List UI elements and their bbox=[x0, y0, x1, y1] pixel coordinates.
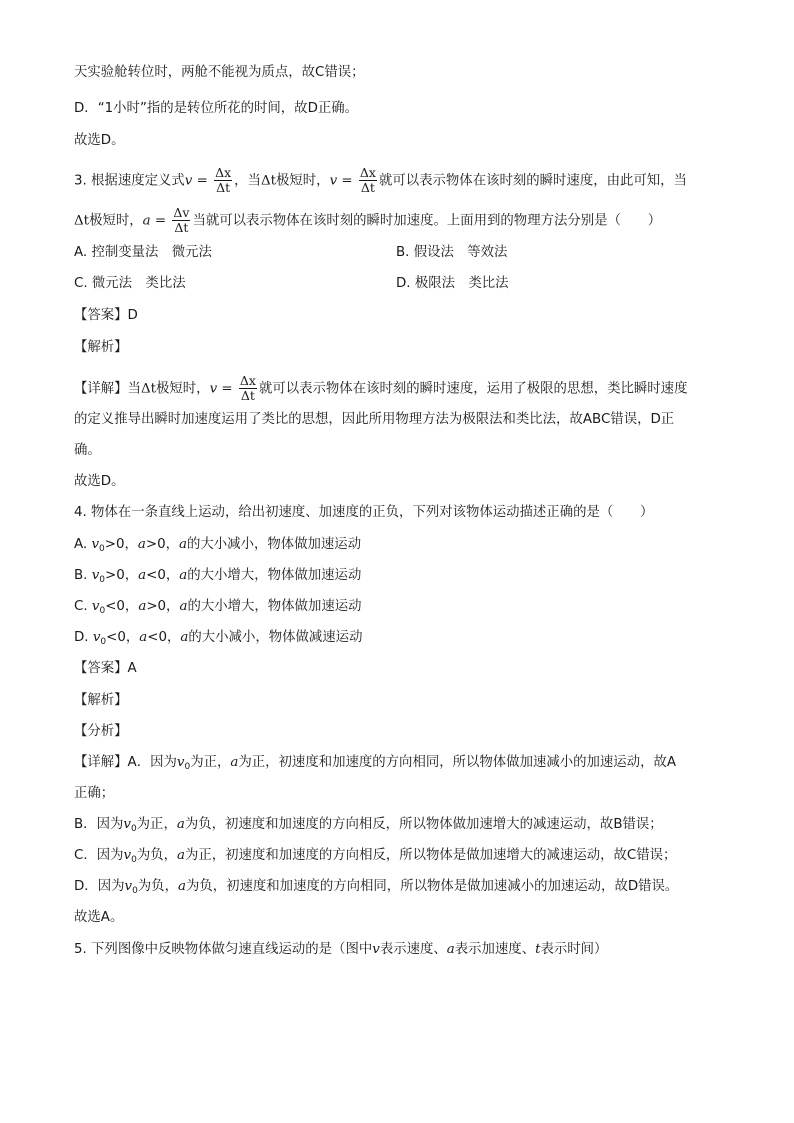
text-line: 故选D。 bbox=[74, 133, 125, 148]
fraction-dx-dt: $\frac{\Delta x}{\Delta t}$ bbox=[215, 165, 232, 195]
explanation-line: B．因为$v_0$为正，a为负，初速度和加速度的方向相反，所以物体做加速增大的减速运动，故B错误； bbox=[74, 817, 663, 834]
explanation-line: C．因为$v_0$为负，a为正，初速度和加速度的方向相反，所以物体是做加速增大的减速运动，故C错误； bbox=[74, 848, 677, 865]
explanation-line: 【详解】当Δt极短时，v = $\frac{\Delta x}{\Delta t}$ 就可以表示物体在该时刻的瞬时速度，运用了极限的思想，类比瞬时速度 bbox=[74, 373, 688, 403]
option-c: C. 微元法 类比法 bbox=[74, 276, 186, 291]
explanation-line: 的定义推导出瞬时加速度运用了类比的思想，因此所用物理方法为极限法和类比法，故ABC错误，D正 bbox=[74, 412, 675, 427]
fraction-dx-dt: $\frac{\Delta x}{\Delta t}$ bbox=[359, 165, 376, 195]
option-b: B. $v_0>0$，a<0，a的大小增大，物体做加速运动 bbox=[74, 568, 362, 585]
text-line: 天实验舱转位时，两舱不能视为质点，故C错误； bbox=[74, 65, 365, 80]
question-3-stem-line1: 3. 根据速度定义式v = $\frac{\Delta x}{\Delta t}$ ，当Δt极短时，v = $\frac{\Delta x}{\Delta t}$ 就可以表示物体在该时刻的瞬时速度，由此可知，当 bbox=[74, 165, 687, 195]
option-b: B. 假设法 等效法 bbox=[396, 245, 508, 260]
explanation-line: 正确； bbox=[74, 786, 115, 801]
question-5-stem: 5. 下列图像中反映物体做匀速直线运动的是（图中v表示速度、a表示加速度、t表示时间） bbox=[74, 942, 608, 957]
explanation-line: 故选D。 bbox=[74, 474, 125, 489]
fraction-dv-dt: $\frac{\Delta v}{\Delta t}$ bbox=[173, 205, 190, 235]
question-3-stem-line2: Δt极短时，a = $\frac{\Delta v}{\Delta t}$ 当就可以表示物体在该时刻的瞬时加速度。上面用到的物理方法分别是（ ） bbox=[74, 205, 662, 235]
explanation-line: 【详解】A．因为$v_0$为正，a为正，初速度和加速度的方向相同，所以物体做加速减小的加速运动，故A bbox=[74, 755, 677, 772]
answer-label: 【答案】A bbox=[74, 661, 137, 676]
analysis-label: 【解析】 bbox=[74, 340, 128, 355]
fraction-dx-dt: $\frac{\Delta x}{\Delta t}$ bbox=[239, 373, 256, 403]
answer-label: 【答案】D bbox=[74, 308, 138, 323]
question-4-stem: 4. 物体在一条直线上运动，给出初速度、加速度的正负，下列对该物体运动描述正确的是（ ） bbox=[74, 505, 654, 520]
explanation-line: D．因为$v_0$为负，a为负，初速度和加速度的方向相同，所以物体是做加速减小的加速运动，故D错误。 bbox=[74, 879, 679, 896]
option-a: A. $v_0>0$，a>0，a的大小减小，物体做加速运动 bbox=[74, 537, 362, 554]
explanation-line: 故选A。 bbox=[74, 910, 124, 925]
option-c: C. $v_0<0$，a>0，a的大小增大，物体做加速运动 bbox=[74, 599, 362, 616]
option-d: D. 极限法 类比法 bbox=[396, 276, 509, 291]
analysis-label: 【解析】 bbox=[74, 693, 128, 708]
text-line: D．“1小时”指的是转位所花的时间，故D正确。 bbox=[74, 101, 359, 116]
option-d: D. $v_0<0$，a<0，a的大小减小，物体做减速运动 bbox=[74, 630, 363, 647]
option-a: A. 控制变量法 微元法 bbox=[74, 245, 212, 260]
explanation-line: 确。 bbox=[74, 443, 101, 458]
analysis-sub-label: 【分析】 bbox=[74, 724, 128, 739]
